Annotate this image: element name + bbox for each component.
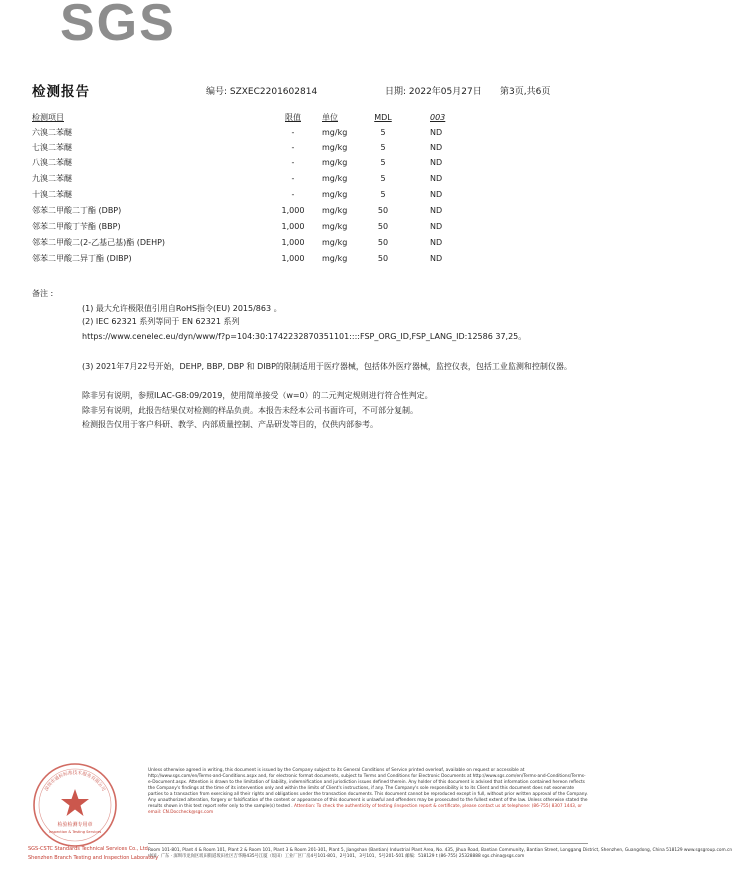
row-limit: 1,000 xyxy=(281,254,305,263)
sgs-logo: SGS xyxy=(60,0,176,52)
row-unit: mg/kg xyxy=(322,190,348,199)
row-limit: - xyxy=(291,143,295,152)
row-limit: - xyxy=(291,158,295,167)
remark-note-usage: 检测报告仅用于客户科研、教学、内部质量控制、产品研发等目的，仅供内部参考。 xyxy=(82,420,378,429)
row-mdl: 5 xyxy=(380,143,386,152)
row-item-name: 邻苯二甲酸二丁酯 (DBP) xyxy=(32,206,122,215)
row-result: ND xyxy=(430,128,443,137)
row-item-name: 十溴二苯醚 xyxy=(32,190,72,199)
row-mdl: 50 xyxy=(377,254,389,263)
row-item-name: 邻苯二甲酸丁苄酯 (BBP) xyxy=(32,222,121,231)
row-result: ND xyxy=(430,174,443,183)
footer-disclaimer xyxy=(148,768,588,816)
row-result: ND xyxy=(430,254,443,263)
footer-address xyxy=(148,848,732,860)
row-result: ND xyxy=(430,238,443,247)
row-mdl: 5 xyxy=(380,190,386,199)
row-item-name: 七溴二苯醚 xyxy=(32,143,72,152)
row-limit: - xyxy=(291,128,295,137)
seal-center-text: 检验检测专用章 xyxy=(57,822,93,828)
row-mdl: 5 xyxy=(380,128,386,137)
row-mdl: 5 xyxy=(380,158,386,167)
company-seal xyxy=(32,762,118,848)
attention-text: Attention: To check the authenticity of testing /inspection report & certificate, please contact us at telephone: (86-755) 8307 1443, or email: CN.Doccheck@sgs.com xyxy=(148,804,583,815)
row-limit: - xyxy=(291,174,295,183)
report-date: 日期: 2022年05月27日 xyxy=(385,87,482,97)
row-unit: mg/kg xyxy=(322,238,348,247)
col-header-mdl: MDL xyxy=(374,113,392,122)
row-limit: 1,000 xyxy=(281,222,305,231)
row-result: ND xyxy=(430,222,443,231)
report-number: 编号: SZXEC2201602814 xyxy=(206,87,318,97)
remarks-label: 备注 : xyxy=(32,289,54,298)
row-limit: - xyxy=(291,190,295,199)
row-item-name: 九溴二苯醚 xyxy=(32,174,72,183)
row-item-name: 六溴二苯醚 xyxy=(32,128,72,137)
row-unit: mg/kg xyxy=(322,143,348,152)
svg-text:深圳市通标标准技术服务有限公司 xyxy=(43,769,108,793)
row-unit: mg/kg xyxy=(322,254,348,263)
report-title: 检测报告 xyxy=(32,84,90,100)
page-indicator: 第3页,共6页 xyxy=(500,87,551,97)
disclaimer-text: Unless otherwise agreed in writing, this document is issued by the Company subject to its General Conditions of Service printed overleaf, available on request or accessible at http://www.sgs.com/en/Terms-and-Conditions.aspx and, for electronic format documents, subject to Terms and Conditions for Electronic Documents at http://www.sgs.com/en/Terms-and-Conditions/Terms-e-Document.aspx. Attention is drawn to the limitation of liability, indemnification and jurisdiction issues defined therein. Any holder of this document is advised that information contained hereon reflects the Company's findings at the time of its intervention only and within the limits of Client's instructions, if any. The Company's sole responsibility is to its Client and this document does not exonerate parties to a transaction from exercising all their rights and obligations under the transaction documents. This document cannot be reproduced except in full, without prior written approval of the Company. Any unauthorized alteration, forgery or falsification of the content or appearance of this document is unlawful and offenders may be prosecuted to the fullest extent of the law. Unless otherwise stated the results shown in this test report refer only to the sample(s) tested . xyxy=(148,768,588,809)
row-unit: mg/kg xyxy=(322,206,348,215)
row-item-name: 邻苯二甲酸二(2-乙基己基)酯 (DEHP) xyxy=(32,238,166,247)
remark-note-sample-scope: 除非另有说明，此报告结果仅对检测的样品负责。本报告未经本公司书面许可，不可部分复制。 xyxy=(82,406,418,415)
col-header-sample: 003 xyxy=(430,113,446,122)
address-en: Room 101-801, Plant 4 & Room 101, Plant 2 & Room 101, Plant 3 & Room 201-301, Plant 5, Jiangshan (Bantian) Industrial Plant Area, No. 435, Jihua Road, Bantian Community, Bantian Street, Longgang District, Shenzhen, Guangdong, China 518129 www.sgsgroup.com.cn xyxy=(148,848,732,853)
row-item-name: 邻苯二甲酸二异丁酯 (DIBP) xyxy=(32,254,132,263)
remark-note-url: https://www.cenelec.eu/dyn/www/f?p=104:30:1742232870351101::::FSP_ORG_ID,FSP_LANG_ID:12586 37,25。 xyxy=(82,332,527,341)
row-mdl: 50 xyxy=(377,222,389,231)
seal-star-icon xyxy=(61,789,89,816)
row-result: ND xyxy=(430,143,443,152)
seal-center-subtext: Inspection & Testing Services xyxy=(48,830,102,834)
remark-note-2: (2) IEC 62321 系列等同于 EN 62321 系列 xyxy=(82,317,240,326)
remark-note-3: (3) 2021年7月22号开始，DEHP, BBP, DBP 和 DIBP的限制适用于医疗器械，包括体外医疗器械，监控仪表，包括工业监测和控制仪器。 xyxy=(82,362,572,371)
row-unit: mg/kg xyxy=(322,222,348,231)
remark-note-decision-rule: 除非另有说明，参照ILAC-G8:09/2019，使用简单接受（w=0）的二元判定规则进行符合性判定。 xyxy=(82,391,433,400)
row-unit: mg/kg xyxy=(322,174,348,183)
row-result: ND xyxy=(430,206,443,215)
stamp-caption-en-2: Shenzhen Branch Testing and Inspection Laboratory xyxy=(28,855,159,861)
footer-divider xyxy=(148,843,588,844)
col-header-unit: 单位 xyxy=(322,113,338,122)
row-mdl: 50 xyxy=(377,206,389,215)
row-result: ND xyxy=(430,190,443,199)
col-header-limit: 限值 xyxy=(285,113,301,122)
row-unit: mg/kg xyxy=(322,128,348,137)
row-item-name: 八溴二苯醚 xyxy=(32,158,72,167)
row-mdl: 5 xyxy=(380,174,386,183)
col-header-item: 检测项目 xyxy=(32,113,64,122)
row-limit: 1,000 xyxy=(281,238,305,247)
row-limit: 1,000 xyxy=(281,206,305,215)
stamp-caption-en: SGS-CSTC Standards Technical Services Co., Ltd. xyxy=(28,846,150,852)
row-result: ND xyxy=(430,158,443,167)
row-mdl: 50 xyxy=(377,238,389,247)
remark-note-1: (1) 最大允许极限值引用自RoHS指令(EU) 2015/863 。 xyxy=(82,304,282,313)
address-cn: 中国 · 广东 · 深圳市龙岗区坂田街道坂田社区吉华路435号江厦（坂田）工业厂区厂房4号101-801，2号101，3号101，5号201-501 邮编：518129 t (86-755) 25328888 sgs.china@sgs.com xyxy=(148,854,525,859)
seal-arc-text: 深圳市通标标准技术服务有限公司 xyxy=(44,771,106,793)
row-unit: mg/kg xyxy=(322,158,348,167)
